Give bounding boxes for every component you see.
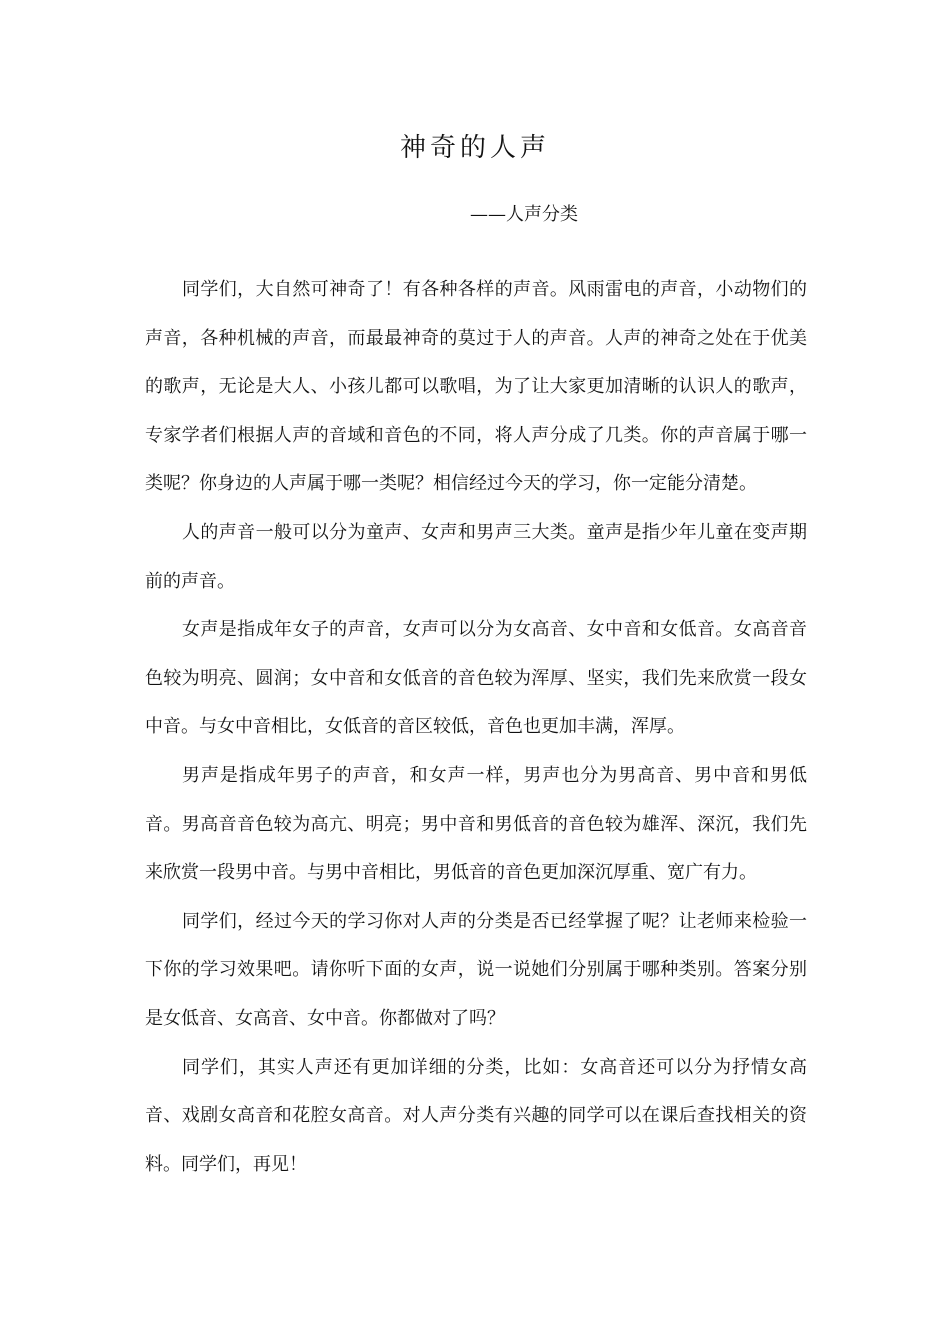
paragraph-categories: 人的声音一般可以分为童声、女声和男声三大类。童声是指少年儿童在变声期前的声音。 [145,521,807,592]
document-body [145,266,807,1189]
document-subtitle: ——人声分类 [470,204,578,225]
document-title: 神奇的人声 [399,133,550,163]
paragraph-closing: 同学们，其实人声还有更加详细的分类，比如：女高音还可以分为抒情女高音、戏剧女高音和花腔女高音。对人声分类有兴趣的同学可以在课后查找相关的资料。同学们，再见！ [145,1056,807,1175]
paragraph-quiz: 同学们，经过今天的学习你对人声的分类是否已经掌握了呢？让老师来检验一下你的学习效果吧。请你听下面的女声，说一说她们分别属于哪种类别。答案分别是女低音、女高音、女中音。你都做对了吗？ [145,910,807,1029]
paragraph-intro: 同学们，大自然可神奇了！有各种各样的声音。风雨雷电的声音，小动物们的声音，各种机械的声音，而最最神奇的莫过于人的声音。人声的神奇之处在于优美的歌声，无论是大人、小孩儿都可以歌唱，为了让大家更加清晰的认识人的歌声，专家学者们根据人声的音域和音色的不同，将人声分成了几类。你的声音属于哪一类呢？你身边的人声属于哪一类呢？相信经过今天的学习，你一定能分清楚。 [145,279,807,495]
paragraph-male-voice: 男声是指成年男子的声音，和女声一样，男声也分为男高音、男中音和男低音。男高音音色较为高亢、明亮；男中音和男低音的音色较为雄浑、深沉，我们先来欣赏一段男中音。与男中音相比，男低音的音色更加深沉厚重、宽广有力。 [145,764,807,884]
paragraph-female-voice: 女声是指成年女子的声音，女声可以分为女高音、女中音和女低音。女高音音色较为明亮、圆润；女中音和女低音的音色较为浑厚、坚实，我们先来欣赏一段女中音。与女中音相比，女低音的音区较低，音色也更加丰满，浑厚。 [145,619,807,738]
